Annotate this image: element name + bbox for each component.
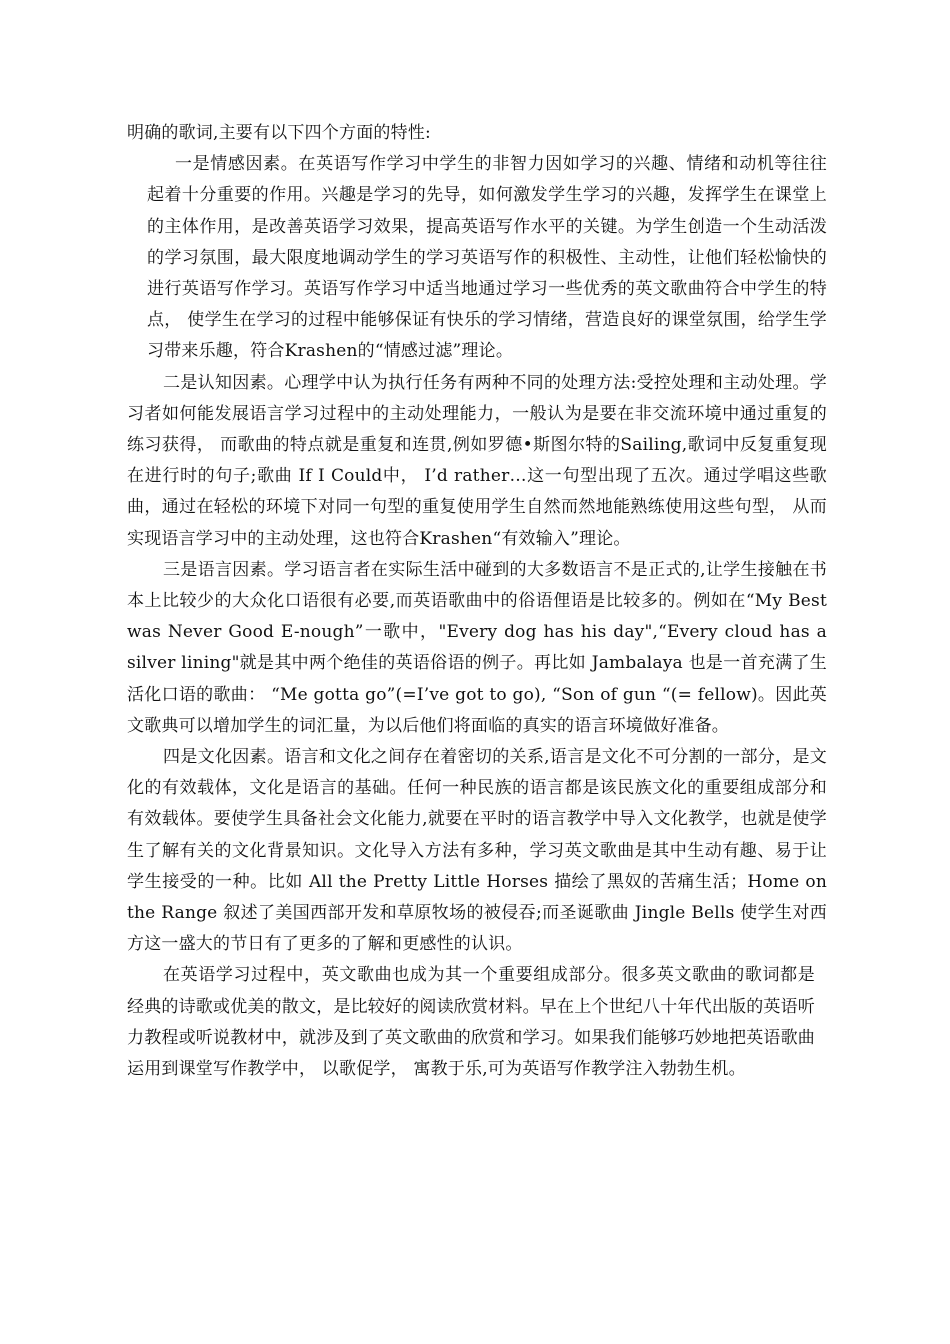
paragraph-language-factor: 三是语言因素。学习语言者在实际生活中碰到的大多数语言不是正式的,让学生接触在书本上比较少的大众化口语很有必要,而英语歌曲中的俗语俚语是比较多的。例如在“My Best was Never Good E-nough”一歌中，"Every dog has his day",“Every cloud has a silver lining"就是其中两个绝佳的英语俗语的例子。再比如 Jambalaya 也是一首充满了生活化口语的歌曲： “Me gotta go”(=I’ve got to go), “Son of gun “(= fellow)。因此英文歌典可以增加学生的词汇量，为以后他们将面临的真实的语言环境做好准备。 bbox=[127, 559, 827, 736]
paragraph-conclusion: 在英语学习过程中，英文歌曲也成为其一个重要组成部分。很多英文歌曲的歌词都是经典的诗歌或优美的散文，是比较好的阅读欣赏材料。早在上个世纪八十年代出版的英语听力教程或听说教材中，就涉及到了英文歌曲的欣赏和学习。如果我们能够巧妙地把英语歌曲运用到课堂写作教学中， 以歌促学， 寓教于乐,可为英语写作教学注入勃勃生机。 bbox=[127, 965, 815, 1080]
document-body bbox=[127, 118, 827, 1085]
paragraph-intro: 明确的歌词,主要有以下四个方面的特性: bbox=[127, 123, 431, 143]
paragraph-cultural-factor: 四是文化因素。语言和文化之间存在着密切的关系,语言是文化不可分割的一部分，是文化的有效载体，文化是语言的基础。任何一种民族的语言都是该民族文化的重要组成部分和有效载体。要使学生具备社会文化能力,就要在平时的语言教学中导入文化教学，也就是使学生了解有关的文化背景知识。文化导入方法有多种，学习英文歌曲是其中生动有趣、易于让学生接受的一种。比如 All the Pretty Little Horses 描绘了黑奴的苦痛生活；Home on the Range 叙述了美国西部开发和草原牧场的被侵吞;而圣诞歌曲 Jingle Bells 使学生对西方这一盛大的节日有了更多的了解和更感性的认识。 bbox=[127, 747, 827, 955]
paragraph-cognitive-factor: 二是认知因素。心理学中认为执行任务有两种不同的处理方法:受控处理和主动处理。学习者如何能发展语言学习过程中的主动处理能力，一般认为是要在非交流环境中通过重复的练习获得， 而歌曲的特点就是重复和连贯,例如罗德•斯图尔特的Sailing,歌词中反复重复现在进行时的句子;歌曲 If I Could中， I’d rather…这一句型出现了五次。通过学唱这些歌曲，通过在轻松的环境下对同一句型的重复使用学生自然而然地能熟练使用这些句型， 从而实现语言学习中的主动处理，这也符合Krashen“有效输入”理论。 bbox=[127, 372, 827, 549]
paragraph-emotional-factor: 一是情感因素。在英语写作学习中学生的非智力因如学习的兴趣、情绪和动机等往往起着十分重要的作用。兴趣是学习的先导，如何激发学生学习的兴趣，发挥学生在课堂上的主体作用，是改善英语学习效果，提高英语写作水平的关键。为学生创造一个生动活泼的学习氛围，最大限度地调动学生的学习英语写作的积极性、主动性，让他们轻松愉快的进行英语写作学习。英语写作学习中适当地通过学习一些优秀的英文歌曲符合中学生的特点， 使学生在学习的过程中能够保证有快乐的学习情绪，营造良好的课堂氛围，给学生学习带来乐趣，符合Krashen的“情感过滤”理论。 bbox=[147, 154, 827, 362]
